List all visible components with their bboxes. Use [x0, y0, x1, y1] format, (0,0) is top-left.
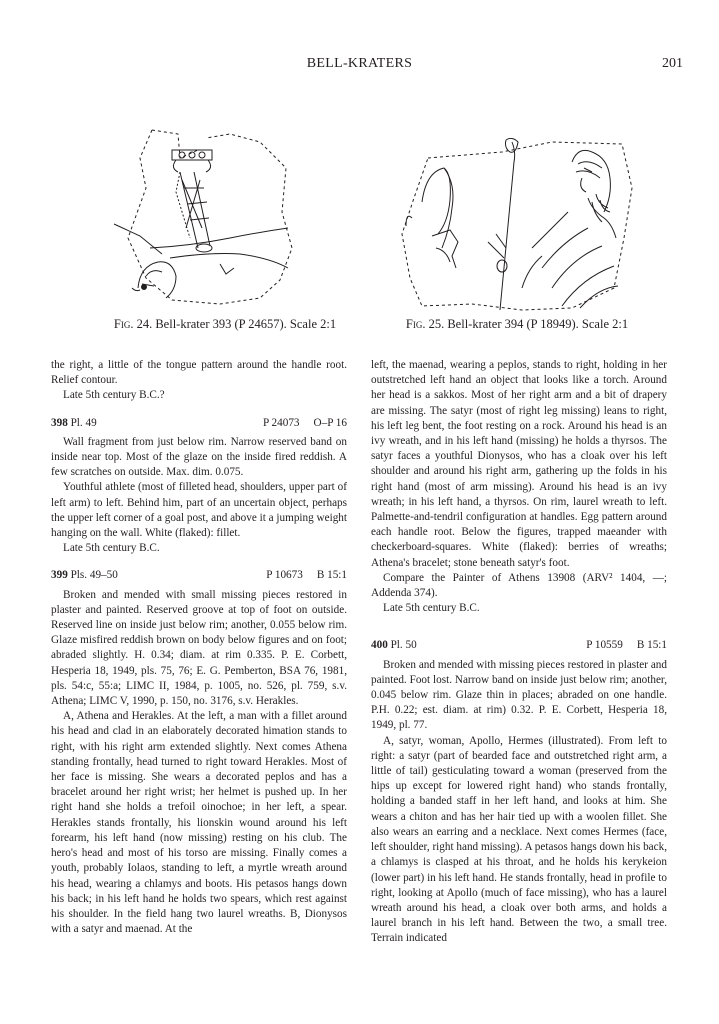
entry-399-date: Late 5th century B.C.	[383, 602, 480, 615]
entry-398-location: O–P 16	[313, 416, 347, 429]
entry-400-plate: Pl. 50	[390, 639, 417, 652]
entry-399-subject: A, Athena and Herakles. At the left, a man with a fillet around his head and clad in an elaborately decorated himation stands to right, with his right arm extended slightly. Next comes Athena standing frontally, head turned to right toward Herakles. Most of her face is missing. She wears a decorated peplos and has a bracelet around her right wrist; her helmet is pushed up. In her right hand she holds a trefoil oinochoe; in her left, a spear. Herakles stands frontally, his lionskin wound around his left forearm, his left hand (now missing) resting on his club. The hero's head and most of his torso are missing. Finally comes a youth, probably Iolaos, standing to left, a myrtle wreath around his head, wearing a chlamys and boots. His petasos hangs down his back; in his left hand he holds two spears, which rest against his shoulder. In the field hang two laurel wreaths. B, Dionysos with a satyr and maenad. At the	[51, 710, 347, 936]
entry-398-number: 398	[51, 416, 68, 429]
entry-400-description: Broken and mended with missing pieces restored in plaster and painted. Foot lost. Narrow band on inside just below rim; another, 0.045 below rim. Glaze thin in places; abraded on one handle. P.H. 0.22; est. diam. at rim) 0.32. P. E. Corbett, Hesperia 18, 1949, pl. 77.	[371, 658, 667, 732]
right-column	[371, 358, 667, 947]
entry-398-description: Wall fragment from just below rim. Narrow reserved band on inside near top. Most of the glaze on the inside fired reddish. A few scratches on outside. Max. dim. 0.075.	[51, 435, 347, 479]
entry-399-location: B 15:1	[316, 569, 347, 582]
figure-24-drawing	[110, 128, 310, 308]
entry-400-heading	[371, 638, 667, 653]
entry-399-compare: Compare the Painter of Athens 13908 (ARV² 1404, —; Addenda 374).	[371, 571, 667, 600]
entry-398-plate: Pl. 49	[70, 416, 97, 429]
figure-24-caption: Fig. 24. Bell-krater 393 (P 24657). Scale 2:1	[113, 317, 337, 331]
figure-25-caption: Fig. 25. Bell-krater 394 (P 18949). Scale 2:1	[405, 317, 629, 331]
page-number: 201	[662, 56, 683, 71]
left-column	[51, 358, 347, 937]
entry-399-plate: Pls. 49–50	[70, 569, 118, 582]
entry-400-inventory: P 10559	[586, 639, 623, 652]
carryover-text: the right, a little of the tongue pattern around the handle root. Relief contour.	[51, 359, 347, 387]
entry-400-location: B 15:1	[636, 639, 667, 652]
page-header	[0, 56, 719, 76]
carryover-date: Late 5th century B.C.?	[63, 389, 165, 402]
entry-399-number: 399	[51, 569, 68, 582]
entry-399-inventory: P 10673	[266, 569, 303, 582]
entry-400-number: 400	[371, 639, 388, 652]
entry-398-heading	[51, 416, 347, 431]
entry-398-subject: Youthful athlete (most of filleted head, shoulders, upper part of left arm) to left. Behind him, part of an uncertain object, perhaps the upper left corner of a goal post, and above it a jumping weight hanging on the wall. White (flaked): fillet.	[51, 481, 347, 540]
entry-399-description: Broken and mended with small missing pieces restored in plaster and painted. Reserved groove at top of foot on outside. Reserved line on inside just below rim; another, 0.055 below rim. Glaze misfired reddish brown on body below figures and on foot; abraded slightly. H. 0.34; diam. at rim 0.335. P. E. Corbett, Hesperia 18, 1949, pls. 75, 76; E. G. Pemberton, BSA 76, 1981, pls. 54:c, 55:a; LIMC II, 1984, p. 1005, no. 526, pl. 759, s.v. Athena; LIMC V, 1990, p. 150, no. 3176, s.v. Herakles.	[51, 588, 347, 708]
entry-399-continued: left, the maenad, wearing a peplos, stands to right, holding in her outstretched left hand an object that looks like a torch. Around her head is a sakkos. Most of her right arm and a bit of drapery are missing. The satyr (most of right leg missing) leans to right, his left leg bent, the foot resting on a rock. Around his head is an ivy wreath, and in his left hand (missing) he holds a thyrsos. The satyr faces a youthful Dionysos, who has a cloak over his left shoulder and around his right arm, gathering up the folds in his right hand (most of arm missing). Around his head is an ivy wreath; in his left hand, a thyrsos. On rim, laurel wreath to left. Palmette-and-tendril configuration at handles. Egg pattern around each handle root. Below the figures, trapped maeander with checkerboard-squares. White (flaked): berries of wreaths; Athena's bracelet; stone beneath satyr's foot.	[371, 359, 667, 569]
entry-398-date: Late 5th century B.C.	[63, 542, 160, 555]
entry-398-inventory: P 24073	[262, 416, 300, 429]
entry-400-subject: A, satyr, woman, Apollo, Hermes (illustrated). From left to right: a satyr (part of bearded face and outstretched right arm, a little of tail) gesticulating toward a woman (preserved from the hips up except for lowered right hand) who stands frontally, holding a banded staff in her left hand, and looks at him. She wears a chiton and has her hair tied up with a woolen fillet. She also wears an earring and a necklace. Next comes Hermes (face, left shoulder, right hand missing). A petasos hangs down his back, a chlamys is clasped at his throat, and he holds his kerykeion (lower part) in his left hand. He stands frontally, head in profile to right, looking at Apollo (much of face missing), who has a laurel wreath around his head, a cloak over both arms, and holds a laurel branch in his left hand. Between the two, a small tree. Terrain indicated	[371, 734, 667, 945]
entry-399-heading	[51, 568, 347, 583]
figure-25-drawing	[392, 138, 652, 313]
running-title: BELL-KRATERS	[306, 56, 413, 71]
